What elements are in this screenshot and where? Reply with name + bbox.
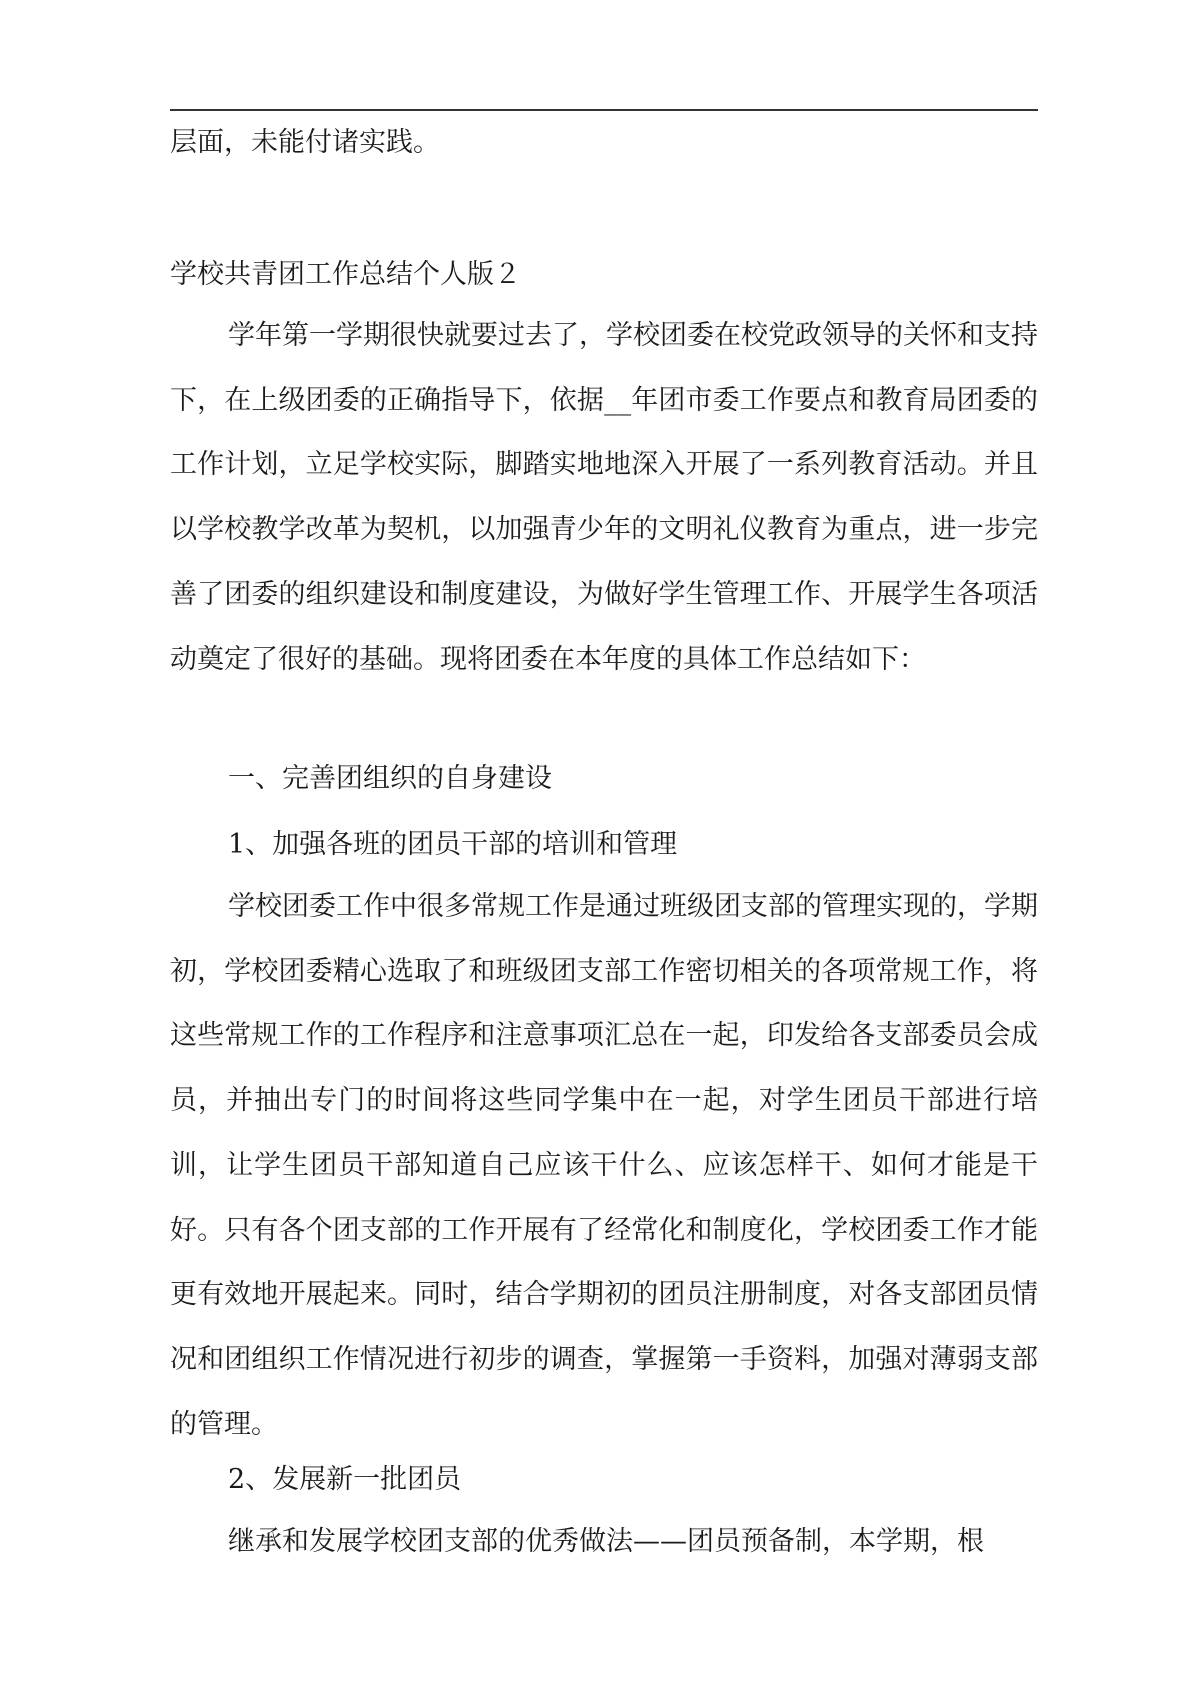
body-paragraph-2: 继承和发展学校团支部的优秀做法——团员预备制，本学期，根 xyxy=(228,1526,984,1557)
section-title: 学校共青团工作总结个人版２ xyxy=(170,259,521,290)
heading-1: 一、完善团组织的自身建设 xyxy=(228,763,552,794)
continuation-line: 层面，未能付诸实践。 xyxy=(170,127,440,158)
body-paragraph-1: 学校团委工作中很多常规工作是通过班级团支部的管理实现的，学期初，学校团委精心选取了和班级团支部工作密切相关的各项常规工作，将这些常规工作的工作程序和注意事项汇总在一起，印发给各支部委员会成员，并抽出专门的时间将这些同学集中在一起，对学生团员干部进行培训，让学生团员干部知道自己应该干什么、应该怎样干、如何才能是干好。只有各个团支部的工作开展有了经常化和制度化，学校团委工作才能更有效地开展起来。同时，结合学期初的团员注册制度，对各支部团员情况和团组织工作情况进行初步的调查，掌握第一手资料，加强对薄弱支部的管理。 xyxy=(170,891,1038,1440)
subheading-2: 2、发展新一批团员 xyxy=(228,1464,462,1495)
header-rule xyxy=(170,109,1038,111)
intro-paragraph: 学年第一学期很快就要过去了，学校团委在校党政领导的关怀和支持下，在上级团委的正确指导下，依据__年团市委工作要点和教育局团委的工作计划，立足学校实际，脚踏实地地深入开展了一系列教育活动。并且以学校教学改革为契机，以加强青少年的文明礼仪教育为重点，进一步完善了团委的组织建设和制度建设，为做好学生管理工作、开展学生各项活动奠定了很好的基础。现将团委在本年度的具体工作总结如下： xyxy=(170,320,1038,675)
subheading-1: 1、加强各班的团员干部的培训和管理 xyxy=(228,829,678,860)
